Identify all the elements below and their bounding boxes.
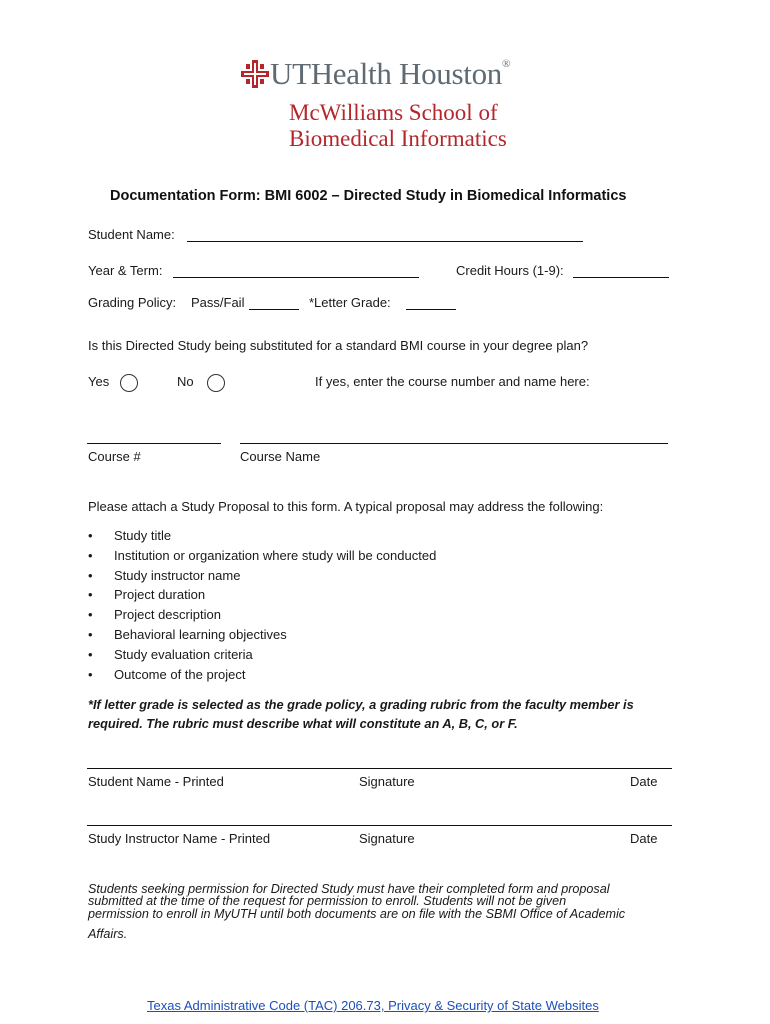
list-item-text: Outcome of the project (114, 666, 246, 682)
list-item-text: Study evaluation criteria (114, 646, 253, 662)
yes-radio[interactable] (120, 374, 138, 392)
school-name-line1: McWilliams School of (289, 100, 498, 125)
year-term-field[interactable] (173, 277, 419, 278)
permission-note-line2: submitted at the time of the request for permission to enroll. Students will not be given (88, 894, 567, 908)
no-label: No (177, 374, 194, 389)
course-name-label: Course Name (240, 449, 321, 464)
bullet-icon: • (88, 646, 93, 662)
student-name-label: Student Name: (88, 227, 175, 242)
instructor-signature-line[interactable] (87, 825, 672, 826)
rubric-note-line1: *If letter grade is selected as the grade policy, a grading rubric from the faculty member is (88, 697, 634, 712)
instructor-signature-label: Signature (359, 831, 415, 846)
student-name-field[interactable] (187, 241, 583, 242)
no-radio[interactable] (207, 374, 225, 392)
bullet-icon: • (88, 607, 93, 623)
student-signature-line[interactable] (87, 768, 672, 769)
permission-note-line4: Affairs. (88, 927, 128, 941)
bullet-icon: • (88, 528, 93, 543)
proposal-items-list (88, 526, 436, 684)
list-item (88, 625, 436, 645)
credit-hours-field[interactable] (573, 277, 669, 278)
list-item (88, 585, 436, 605)
list-item (88, 605, 436, 625)
student-signature-label: Signature (359, 774, 415, 789)
form-title: Documentation Form: BMI 6002 – Directed Study in Biomedical Informatics (110, 188, 627, 204)
student-date-label: Date (630, 774, 658, 789)
course-number-label: Course # (88, 449, 141, 464)
tac-privacy-link[interactable]: Texas Administrative Code (TAC) 206.73, Privacy & Security of State Websites (147, 998, 599, 1013)
list-item-text: Study instructor name (114, 567, 241, 583)
yes-label: Yes (88, 374, 110, 389)
list-item (88, 526, 436, 546)
bullet-icon: • (88, 587, 93, 603)
school-name-line2: Biomedical Informatics (289, 126, 507, 151)
grading-policy-label: Grading Policy: (88, 295, 177, 310)
list-item (88, 665, 436, 685)
rubric-note-line2: required. The rubric must describe what will constitute an A, B, C, or F. (88, 716, 518, 731)
bullet-icon: • (88, 666, 93, 682)
uthealth-cross-logo-icon (241, 60, 269, 88)
list-item-text: Behavioral learning objectives (114, 626, 287, 642)
list-item (88, 566, 436, 586)
course-number-field[interactable] (87, 443, 221, 444)
bullet-icon: • (88, 567, 93, 583)
substitution-question: Is this Directed Study being substituted for a standard BMI course in your degree plan? (88, 338, 589, 353)
list-item-text: Study title (114, 528, 172, 543)
list-item (88, 645, 436, 665)
permission-note-line1: Students seeking permission for Directed Study must have their completed form and proposal (88, 882, 610, 896)
list-item-text: Institution or organization where study will be conducted (114, 547, 437, 563)
brand-logo-text (270, 56, 510, 92)
list-item-text: Project duration (114, 587, 206, 603)
list-item-text: Project description (114, 607, 221, 623)
if-yes-instruction: If yes, enter the course number and name here: (315, 374, 590, 389)
letter-grade-label: *Letter Grade: (309, 295, 391, 310)
list-item (88, 546, 436, 566)
year-term-label: Year & Term: (88, 263, 163, 278)
course-name-field[interactable] (240, 443, 668, 444)
student-name-printed-label: Student Name - Printed (88, 774, 224, 789)
proposal-intro: Please attach a Study Proposal to this form. A typical proposal may address the following: (88, 499, 604, 514)
permission-note-line3: permission to enroll in MyUTH until both documents are on file with the SBMI Office of Academic (88, 907, 626, 921)
instructor-name-printed-label: Study Instructor Name - Printed (88, 831, 271, 846)
credit-hours-label: Credit Hours (1-9): (456, 263, 564, 278)
pass-fail-label: Pass/Fail (191, 295, 245, 310)
bullet-icon: • (88, 626, 93, 642)
bullet-icon: • (88, 547, 93, 563)
instructor-date-label: Date (630, 831, 658, 846)
brand-name: UTHealth Houston (270, 56, 502, 91)
letter-grade-field[interactable] (406, 309, 456, 310)
brand-registered-mark: ® (501, 58, 511, 70)
pass-fail-field[interactable] (249, 309, 299, 310)
